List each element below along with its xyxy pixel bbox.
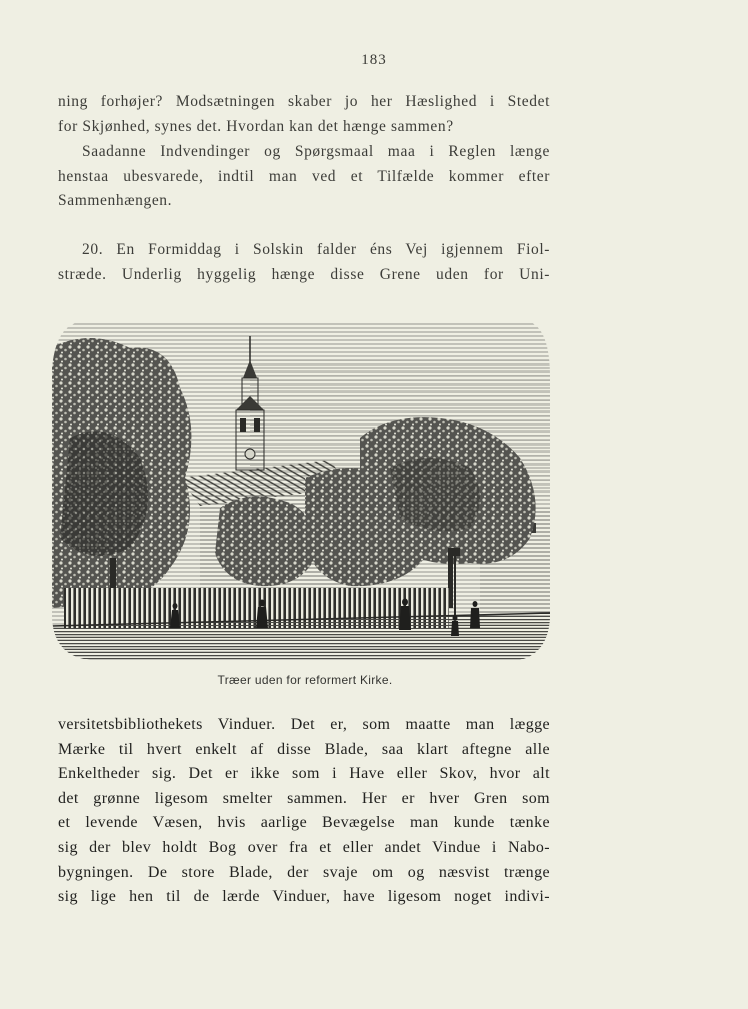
text-line: ning forhøjer? Modsætningen skaber jo her Hæslighed i Stedet [58, 93, 550, 110]
church-engraving-illustration [50, 318, 552, 666]
page-number: 183 [361, 52, 387, 68]
paragraph-3 [58, 238, 550, 287]
text-line: versitetsbibliothekets Vinduer. Det er, som maatte man lægge [58, 716, 550, 733]
text-line: et levende Væsen, hvis aarlige Bevægelse man kunde tænke [58, 814, 550, 832]
text-line: stræde. Underlig hyggelig hænge disse Grene uden for Uni- [58, 265, 550, 283]
paragraph-1 [58, 90, 550, 139]
text-line: 20. En Formiddag i Solskin falder éns Vej igjennem Fiol- [82, 241, 550, 258]
text-line: for Skjønhed, synes det. Hvordan kan det hænge sammen? [58, 117, 454, 135]
text-line: det grønne ligesom smelter sammen. Her er hver Gren som [58, 789, 550, 807]
text-line: sig der blev holdt Bog over fra et eller andet Vindue i Nabo- [58, 838, 550, 856]
text-line: Enkeltheder sig. Det er ikke som i Have eller Skov, hvor alt [58, 765, 550, 783]
text-line: Saadanne Indvendinger og Spørgsmaal maa i Reglen længe [82, 143, 550, 160]
text-line: Sammenhængen. [58, 192, 173, 209]
text-line: henstaa ubesvarede, indtil man ved et Tilfælde kommer efter [58, 167, 550, 185]
text-line: bygningen. De store Blade, der svaje om og næsvist trænge [58, 863, 550, 881]
left-tree [50, 338, 191, 608]
paragraph-2 [58, 140, 550, 214]
figure-caption: Træer uden for reformert Kirke. [217, 673, 393, 687]
text-line: Mærke til hvert enkelt af disse Blade, saa klart aftegne alle [58, 740, 550, 758]
church-clock-icon [245, 449, 255, 459]
text-line: sig lige hen til de lærde Vinduer, have ligesom noget indivi- [58, 888, 550, 906]
continuation-paragraph [58, 713, 550, 910]
